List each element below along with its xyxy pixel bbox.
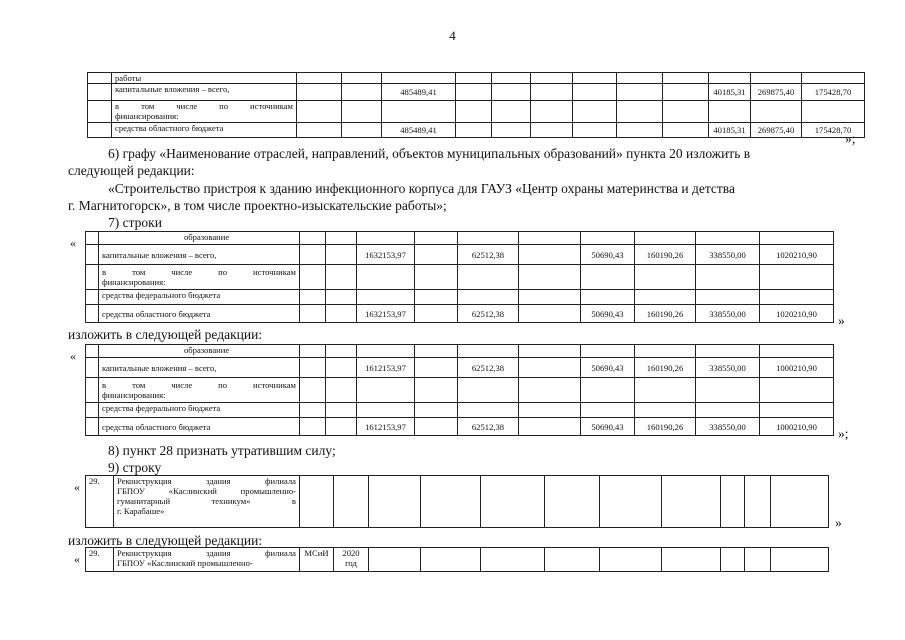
label-line: Реконструкция здания филиала	[117, 476, 296, 486]
cell-value: 338550,00	[696, 305, 760, 323]
label-line: в том числе по источникам	[102, 267, 296, 277]
row-label	[99, 265, 300, 290]
opening-quote: «	[74, 552, 80, 566]
table-continuation	[87, 72, 865, 138]
year-line: 2020	[342, 548, 360, 558]
table-new-rows	[85, 344, 834, 436]
label-line: финансирования:	[115, 111, 179, 121]
quote-line2: г. Магнитогорск», в том числе проектно-изыскательские работы»;	[68, 198, 447, 213]
table-row	[86, 403, 834, 418]
opening-quote: «	[74, 480, 80, 494]
opening-quote: «	[70, 349, 76, 363]
label-line: г. Карабаше»	[117, 506, 165, 516]
quote-line1: «Строительство пристроя к зданию инфекционного корпуса для ГАУЗ «Центр охраны материнства и детства	[108, 181, 735, 196]
cell-value: 50690,43	[581, 305, 635, 323]
table-row	[88, 123, 865, 138]
cell-value: 269875,40	[751, 84, 802, 101]
opening-quote: «	[70, 236, 76, 250]
row-label	[99, 378, 300, 403]
table-row	[86, 345, 834, 358]
table-row	[86, 232, 834, 245]
row-label	[114, 476, 300, 528]
cell-value: 1020210,90	[760, 305, 834, 323]
cell-value: 269875,40	[751, 123, 802, 138]
row-number: 29.	[86, 476, 114, 528]
cell-value: 175428,70	[802, 123, 865, 138]
cell-value: 485489,41	[382, 123, 456, 138]
closing-quote: »;	[845, 131, 856, 146]
label-line: в том числе по источникам	[115, 101, 293, 111]
item-8: 8) пункт 28 признать утратившим силу;	[108, 443, 336, 458]
year-cell	[334, 548, 369, 572]
cell-value: 1000210,90	[760, 418, 834, 436]
row-label: средства областного бюджета	[99, 305, 300, 323]
label-line: финансирования:	[102, 277, 166, 287]
closing-quote: »	[835, 515, 842, 530]
table-row	[86, 548, 829, 572]
cell-value: 1000210,90	[760, 358, 834, 378]
cell-value: 40185,31	[709, 84, 751, 101]
table-row	[86, 305, 834, 323]
cell-value: 50690,43	[581, 245, 635, 265]
cell-value: 160190,26	[635, 418, 696, 436]
table-row	[86, 358, 834, 378]
row-label	[112, 101, 297, 123]
responsible-org: МСиИ	[300, 548, 334, 572]
row-label: средства областного бюджета	[99, 418, 300, 436]
cell-value: 62512,38	[458, 358, 519, 378]
cell-value: 1020210,90	[760, 245, 834, 265]
table-row	[86, 378, 834, 403]
cell-value: 50690,43	[581, 418, 635, 436]
label-line: в том числе по источникам	[102, 380, 296, 390]
cell-value: 485489,41	[382, 84, 456, 101]
table-row	[86, 476, 829, 528]
cell-value: 1612153,97	[357, 418, 415, 436]
table-old-row-29	[85, 475, 829, 528]
table-row	[86, 418, 834, 436]
cell-value: 62512,38	[458, 418, 519, 436]
row-number: 29.	[86, 548, 114, 572]
row-label: средства федерального бюджета	[99, 290, 300, 305]
table-row	[86, 245, 834, 265]
table-row	[86, 265, 834, 290]
cell-value: 160190,26	[635, 305, 696, 323]
cell-value: 62512,38	[458, 305, 519, 323]
cell-value: 62512,38	[458, 245, 519, 265]
closing-quote: »	[838, 313, 845, 328]
cell-value: 50690,43	[581, 358, 635, 378]
closing-quote: »;	[838, 426, 849, 441]
table-old-rows	[85, 231, 834, 323]
paragraph-6-line2: следующей редакции:	[68, 163, 195, 178]
cell-value: 338550,00	[696, 358, 760, 378]
cell-value: 1632153,97	[357, 245, 415, 265]
cell-value: 40185,31	[709, 123, 751, 138]
label-line: ГБПОУ «Каслинский промышленно-	[117, 486, 296, 496]
row-label: капитальные вложения – всего,	[99, 358, 300, 378]
instruction-replace-1: изложить в следующей редакции:	[68, 327, 263, 342]
cell-value: 338550,00	[696, 245, 760, 265]
label-line: финансирования:	[102, 390, 166, 400]
row-label: капитальные вложения – всего,	[112, 84, 297, 101]
row-label: средства областного бюджета	[112, 123, 297, 138]
row-label: образование	[99, 232, 300, 245]
label-line: ГБПОУ «Каслинский промышленно-	[117, 558, 253, 568]
item-7: 7) строки	[108, 215, 162, 230]
cell-value: 1632153,97	[357, 305, 415, 323]
table-row	[88, 73, 865, 84]
row-label: образование	[99, 345, 300, 358]
paragraph-6-line1: 6) графу «Наименование отраслей, направлений, объектов муниципальных образований» пункта 20 изложить в	[108, 146, 751, 161]
cell-value: 160190,26	[635, 358, 696, 378]
year-line: год	[345, 558, 357, 568]
table-new-row-29	[85, 547, 829, 572]
label-line: гуманитарный техникум» в	[117, 496, 296, 506]
instruction-replace-2: изложить в следующей редакции:	[68, 533, 263, 548]
cell-value: 160190,26	[635, 245, 696, 265]
table-row	[88, 101, 865, 123]
label-line: Реконструкция здания филиала	[117, 548, 296, 558]
page-number: 4	[449, 28, 456, 43]
item-9: 9) строку	[108, 460, 162, 475]
row-label	[114, 548, 300, 572]
row-label: средства федерального бюджета	[99, 403, 300, 418]
table-row	[88, 84, 865, 101]
row-label: капитальные вложения – всего,	[99, 245, 300, 265]
row-label: работы	[112, 73, 297, 84]
cell-value: 175428,70	[802, 84, 865, 101]
cell-value: 1612153,97	[357, 358, 415, 378]
cell-value: 338550,00	[696, 418, 760, 436]
table-row	[86, 290, 834, 305]
